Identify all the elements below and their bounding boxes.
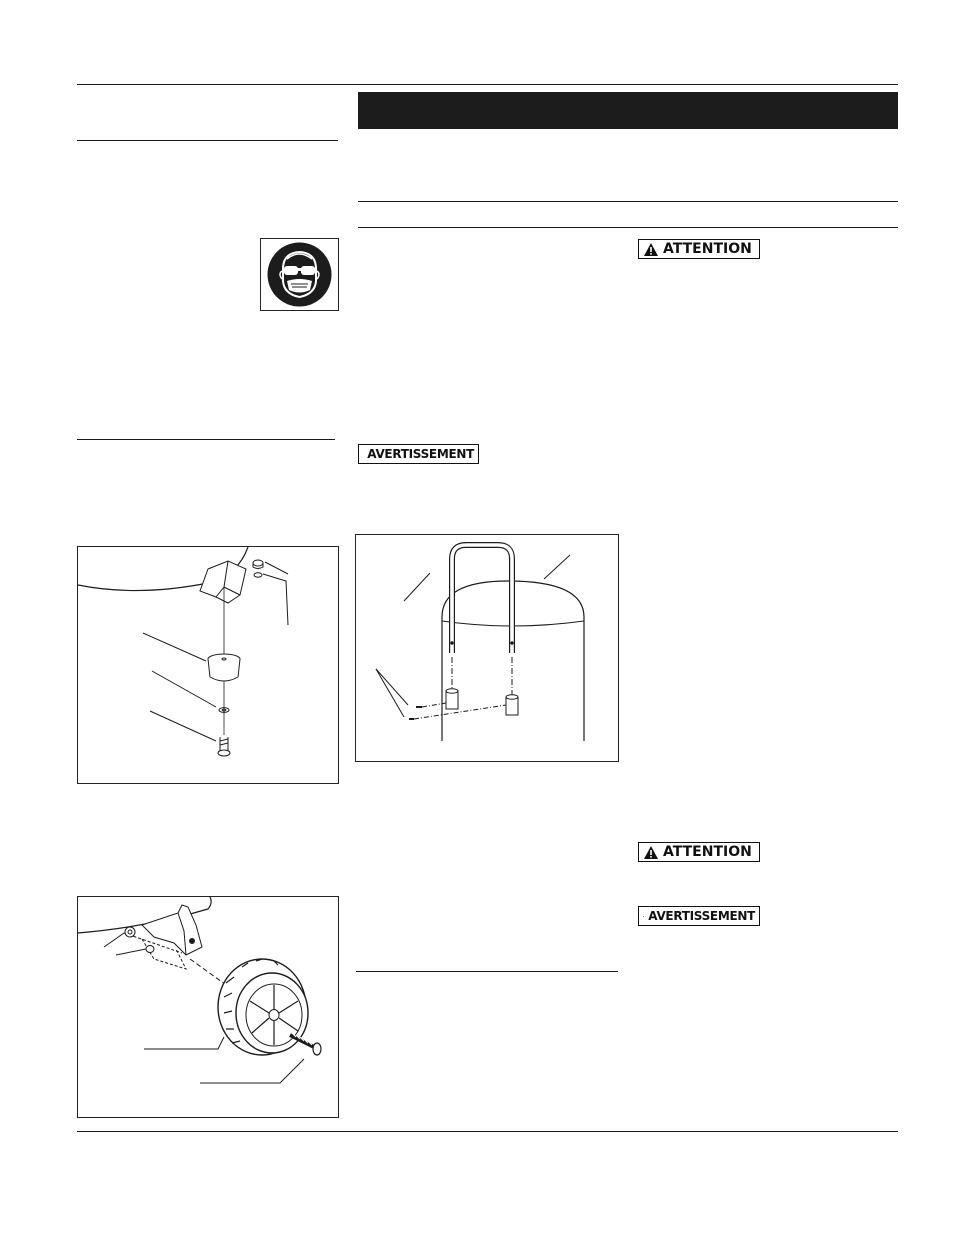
- warning-triangle-icon: [643, 909, 644, 924]
- left-section-rule-2: [77, 439, 335, 440]
- wheel-assembly-figure: [77, 896, 339, 1118]
- attention-label: ATTENTION: [663, 844, 752, 860]
- goggles-and-mask-icon: [261, 239, 338, 310]
- top-page-rule: [77, 84, 898, 85]
- avertissement-badge-1: [358, 444, 479, 464]
- attention-label: ATTENTION: [663, 241, 752, 257]
- right-section-rule-1: [358, 201, 898, 202]
- middle-section-rule: [356, 971, 618, 972]
- attention-badge-1: [638, 239, 760, 259]
- handle-installation-figure: [355, 534, 619, 762]
- bottom-page-rule: [77, 1131, 898, 1132]
- avertissement-label: AVERTISSEMENT: [648, 909, 755, 923]
- avertissement-badge-2: [638, 906, 760, 926]
- warning-triangle-icon: [643, 845, 659, 860]
- safety-symbol-box: [260, 238, 339, 311]
- avertissement-label: AVERTISSEMENT: [367, 447, 474, 461]
- right-section-rule-2: [358, 227, 898, 228]
- left-section-rule-1: [77, 140, 338, 141]
- rubber-foot-figure: [77, 546, 339, 784]
- warning-triangle-icon: [643, 242, 659, 257]
- attention-badge-2: [638, 842, 760, 862]
- section-header-bar: [358, 92, 898, 129]
